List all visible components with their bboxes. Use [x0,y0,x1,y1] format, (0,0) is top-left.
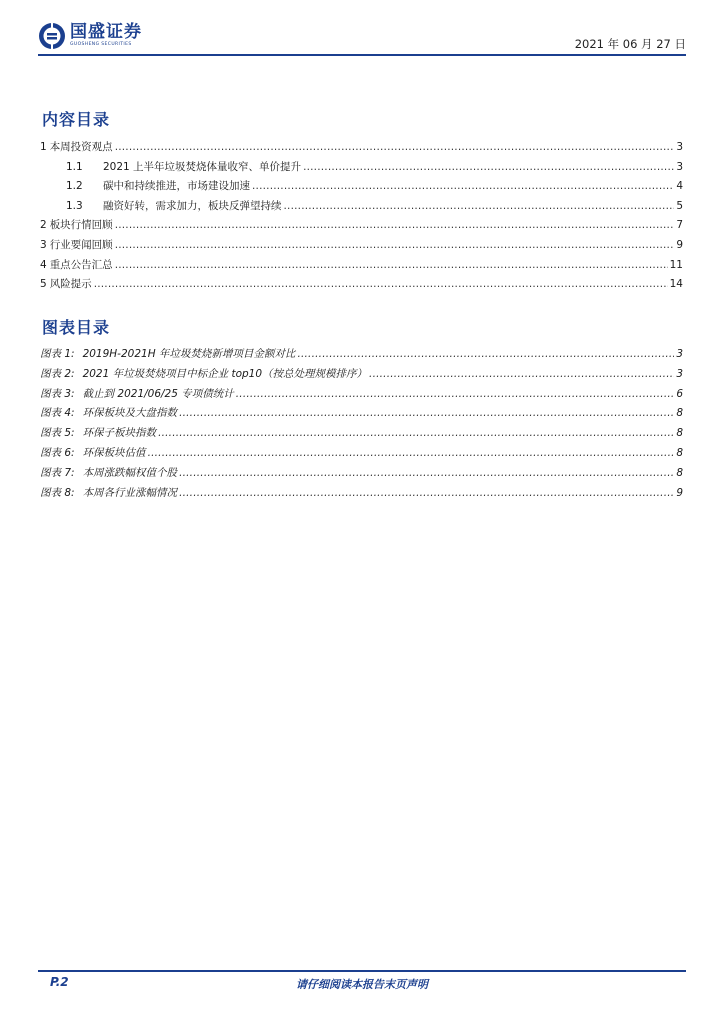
figure-number: 图表 1: [40,348,75,360]
figure-label: 2021 年垃圾焚烧项目中标企业 top10（按总处理规模排序） [82,367,368,380]
footer-divider [38,970,686,972]
entry-page-number: 3 [676,160,683,173]
figure-entry[interactable] [40,345,683,365]
logo-text [70,22,142,48]
figure-label: 环保子板块指数 [82,427,157,440]
entry-page-number: 9 [676,238,683,251]
entry-label: 行业要闻回顾 [49,238,113,251]
entry-label: 重点公告汇总 [49,258,113,271]
contents-entry[interactable] [40,177,683,197]
entry-number: 5 [40,278,47,291]
figure-page-number: 9 [676,486,683,499]
company-logo [38,22,142,50]
figures-title: 图表目录 [42,318,111,337]
dot-leader [179,464,674,484]
logo-chinese-name: 国盛证券 [70,22,142,42]
dot-leader [369,365,674,385]
dot-leader [252,177,674,197]
dot-leader [115,138,675,158]
entry-page-number: 11 [669,258,683,271]
figure-label: 2019H-2021H 年垃圾焚烧新增项目金额对比 [82,348,296,360]
entry-number: 1.3 [66,199,83,212]
contents-entry[interactable] [40,256,683,276]
entry-page-number: 3 [676,141,683,153]
dot-leader [284,197,675,217]
page-number: P.2 [50,975,69,989]
dot-leader [115,256,668,276]
dot-leader [115,216,675,236]
entry-number: 3 [40,238,47,251]
entry-number: 2 [40,219,47,232]
page-header [38,20,686,56]
disclaimer-note: 请仔细阅读本报告末页声明 [296,978,428,991]
figure-page-number: 8 [676,427,683,440]
entry-number: 4 [40,258,47,271]
figure-page-number: 6 [676,387,683,400]
entry-label: 碳中和持续推进，市场建设加速 [103,180,250,193]
dot-leader [297,345,674,365]
figure-entry[interactable] [40,385,683,405]
figure-page-number: 8 [676,446,683,459]
entry-page-number: 14 [669,278,683,291]
logo-english-name: GUOSHENG SECURITIES [70,42,132,47]
entry-number: 1.2 [66,180,83,193]
guosheng-logo-icon [38,22,66,50]
figures-list [40,345,683,503]
entry-label: 融资好转，需求加力，板块反弹望持续 [103,199,282,212]
figure-number: 图表 6: [40,446,75,459]
dot-leader [158,424,674,444]
figure-number: 图表 7: [40,466,75,479]
contents-title: 内容目录 [42,110,111,129]
figure-label: 环保板块及大盘指数 [82,407,178,420]
contents-list [40,138,683,295]
dot-leader [179,484,674,504]
dot-leader [94,275,668,295]
contents-entry[interactable] [40,275,683,295]
dot-leader [303,158,674,178]
entry-label: 板块行情回顾 [49,219,113,232]
figure-entry[interactable] [40,424,683,444]
entry-label: 本周投资观点 [49,141,113,153]
figure-number: 图表 8: [40,486,75,499]
figure-page-number: 8 [676,466,683,479]
figure-label: 本周涨跌幅权值个股 [82,466,178,479]
contents-entry[interactable] [40,138,683,158]
figure-entry[interactable] [40,365,683,385]
figure-page-number: 3 [676,348,683,360]
figure-page-number: 3 [676,367,683,380]
figure-number: 图表 5: [40,427,75,440]
figure-entry[interactable] [40,484,683,504]
figure-number: 图表 2: [40,367,75,380]
entry-label: 2021 上半年垃圾焚烧体量收窄、单价提升 [103,160,302,173]
dot-leader [115,236,675,256]
entry-page-number: 7 [676,219,683,232]
contents-entry[interactable] [40,158,683,178]
contents-entry[interactable] [40,197,683,217]
entry-number: 1.1 [66,160,83,173]
header-divider [38,54,686,56]
figure-entry[interactable] [40,444,683,464]
dot-leader [148,444,675,464]
dot-leader [179,404,674,424]
figure-page-number: 8 [676,407,683,420]
figure-number: 图表 4: [40,407,75,420]
figure-entry[interactable] [40,404,683,424]
entry-page-number: 4 [676,180,683,193]
figure-entry[interactable] [40,464,683,484]
entry-label: 风险提示 [49,278,92,291]
entry-page-number: 5 [676,199,683,212]
dot-leader [236,385,675,405]
entry-number: 1 [40,141,47,153]
report-date: 2021 年 06 月 27 日 [574,37,686,51]
figure-label: 截止到 2021/06/25 专项债统计 [82,387,234,400]
figure-label: 环保板块估值 [82,446,146,459]
figure-label: 本周各行业涨幅情况 [82,486,178,499]
figure-number: 图表 3: [40,387,75,400]
contents-entry[interactable] [40,216,683,236]
contents-entry[interactable] [40,236,683,256]
